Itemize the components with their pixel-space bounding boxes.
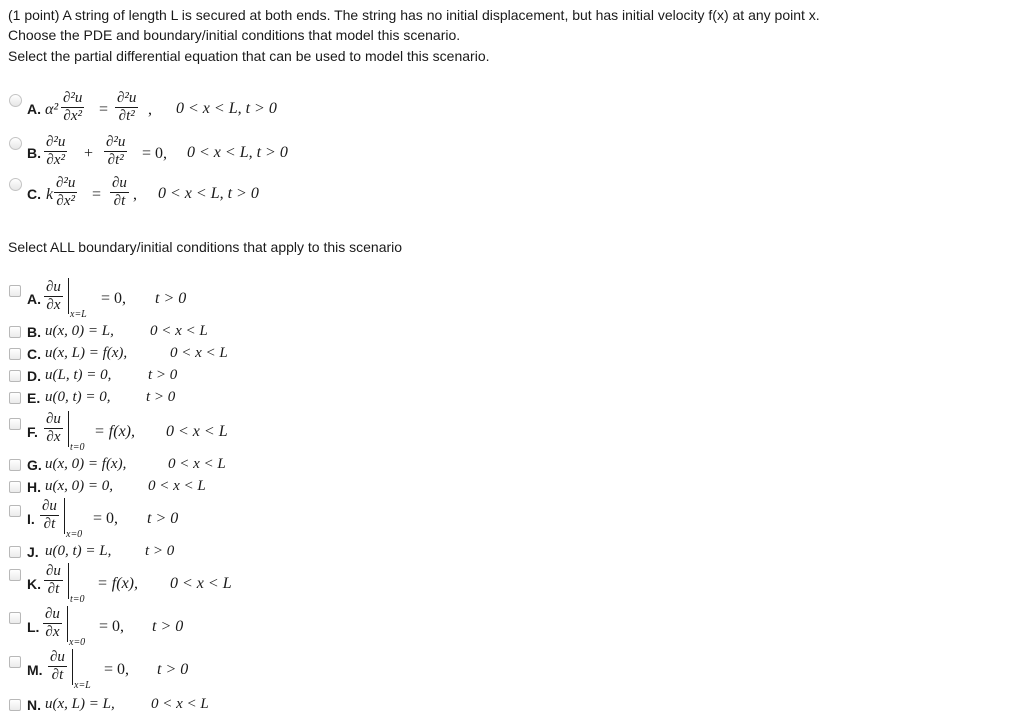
domain: t > 0	[146, 389, 176, 405]
expression: u(x, 0) = L,	[45, 323, 114, 339]
evaluation-bar	[68, 563, 69, 599]
evaluation-point: x=L	[74, 680, 91, 691]
option-letter: L.	[27, 619, 40, 635]
option-letter: I.	[27, 511, 35, 527]
operator: +	[84, 145, 94, 162]
evaluation-bar	[67, 606, 68, 642]
rhs: = 0,	[104, 661, 130, 678]
tail: ,	[133, 186, 137, 203]
operator: =	[92, 186, 102, 203]
question-prompt: (1 point) A string of length L is secured at both ends. The string has no initial displacement, but has initial velocity f(x) at any point x.	[8, 7, 820, 23]
expression: u(x, L) = L,	[45, 696, 115, 712]
tail: = 0,	[142, 145, 168, 162]
domain: 0 < x < L	[148, 478, 206, 494]
operator: =	[99, 101, 109, 118]
evaluation-point: x=0	[66, 529, 83, 540]
domain: 0 < x < L, t > 0	[187, 144, 288, 161]
option-letter: N.	[27, 697, 41, 713]
option-letter: D.	[27, 368, 41, 384]
checkbox-i[interactable]	[9, 505, 21, 517]
expression: u(0, t) = 0,	[45, 389, 111, 405]
option-letter: C.	[27, 186, 41, 202]
derivative-fraction: $\frac{\partial u}{\partial x}$	[46, 411, 61, 445]
rhs: = f(x),	[97, 575, 138, 592]
domain: t > 0	[145, 543, 175, 559]
checkbox-b[interactable]	[9, 326, 21, 338]
checkbox-g[interactable]	[9, 459, 21, 471]
domain: 0 < x < L, t > 0	[176, 100, 277, 117]
option-letter: G.	[27, 457, 42, 473]
derivative-fraction: $\frac{\partial u}{\partial t}$	[42, 498, 57, 532]
option-letter: F.	[27, 424, 38, 440]
option-letter: E.	[27, 390, 41, 406]
radio-button-b[interactable]	[9, 137, 22, 150]
coefficient: k	[46, 186, 54, 203]
derivative-fraction: $\frac{\partial u}{\partial x}$	[46, 279, 61, 313]
rhs: = f(x),	[94, 423, 135, 440]
option-letter: J.	[27, 544, 39, 560]
rhs-fraction: $\frac{\partial u}{\partial t}$	[112, 175, 127, 209]
domain: 0 < x < L	[170, 575, 232, 592]
radio-button-a[interactable]	[9, 94, 22, 107]
domain: t > 0	[152, 618, 184, 635]
checkbox-m[interactable]	[9, 656, 21, 668]
evaluation-bar	[72, 649, 73, 685]
checkbox-d[interactable]	[9, 370, 21, 382]
pde-prompt: Select the partial differential equation that can be used to model this scenario.	[8, 48, 490, 64]
domain: 0 < x < L	[150, 323, 208, 339]
checkbox-f[interactable]	[9, 418, 21, 430]
rhs: = 0,	[93, 510, 119, 527]
option-letter: K.	[27, 576, 41, 592]
evaluation-bar	[68, 278, 69, 314]
checkbox-k[interactable]	[9, 569, 21, 581]
evaluation-bar	[64, 498, 65, 534]
rhs-fraction: $\frac{\text{∂²u}}{\text{∂t²}}$	[117, 90, 137, 124]
option-letter: A.	[27, 291, 41, 307]
rhs-fraction: $\frac{\text{∂²u}}{\text{∂t²}}$	[106, 134, 126, 168]
rhs: = 0,	[101, 290, 127, 307]
checkbox-h[interactable]	[9, 481, 21, 493]
derivative-fraction: $\frac{\partial u}{\partial t}$	[46, 563, 61, 597]
derivative-fraction: $\frac{\partial u}{\partial t}$	[50, 649, 65, 683]
domain: 0 < x < L	[151, 696, 209, 712]
checkbox-c[interactable]	[9, 348, 21, 360]
expression: u(L, t) = 0,	[45, 367, 112, 383]
option-letter: H.	[27, 479, 41, 495]
expression: u(x, 0) = f(x),	[45, 456, 127, 472]
lhs-fraction: $\frac{\text{∂²u}}{\text{∂x²}}$	[56, 175, 76, 209]
evaluation-point: t=0	[70, 594, 85, 605]
domain: 0 < x < L, t > 0	[158, 185, 259, 202]
option-letter: A.	[27, 101, 41, 117]
option-letter: C.	[27, 346, 41, 362]
evaluation-point: t=0	[70, 442, 85, 453]
instructions: Choose the PDE and boundary/initial conditions that model this scenario.	[8, 27, 461, 43]
checkbox-l[interactable]	[9, 612, 21, 624]
radio-button-c[interactable]	[9, 178, 22, 191]
domain: 0 < x < L	[168, 456, 226, 472]
checkbox-e[interactable]	[9, 392, 21, 404]
option-letter: B.	[27, 145, 41, 161]
bc-prompt: Select ALL boundary/initial conditions that apply to this scenario	[8, 239, 403, 255]
option-letter: M.	[27, 662, 43, 678]
domain: 0 < x < L	[166, 423, 228, 440]
expression: u(0, t) = L,	[45, 543, 112, 559]
checkbox-a[interactable]	[9, 285, 21, 297]
coefficient: α²	[45, 101, 59, 118]
tail: ,	[148, 101, 152, 118]
domain: t > 0	[147, 510, 179, 527]
domain: t > 0	[157, 661, 189, 678]
option-letter: B.	[27, 324, 41, 340]
expression: u(x, 0) = 0,	[45, 478, 114, 494]
expression: u(x, L) = f(x),	[45, 345, 128, 361]
evaluation-bar	[68, 411, 69, 447]
derivative-fraction: $\frac{\partial u}{\partial x}$	[45, 606, 60, 640]
evaluation-point: x=L	[70, 309, 87, 320]
lhs-fraction: $\frac{\text{∂²u}}{\text{∂x²}}$	[63, 90, 83, 124]
domain: 0 < x < L	[170, 345, 228, 361]
domain: t > 0	[148, 367, 178, 383]
checkbox-n[interactable]	[9, 699, 21, 711]
domain: t > 0	[155, 290, 187, 307]
lhs-fraction: $\frac{\text{∂²u}}{\text{∂x²}}$	[46, 134, 66, 168]
rhs: = 0,	[99, 618, 125, 635]
checkbox-j[interactable]	[9, 546, 21, 558]
evaluation-point: x=0	[69, 637, 86, 648]
